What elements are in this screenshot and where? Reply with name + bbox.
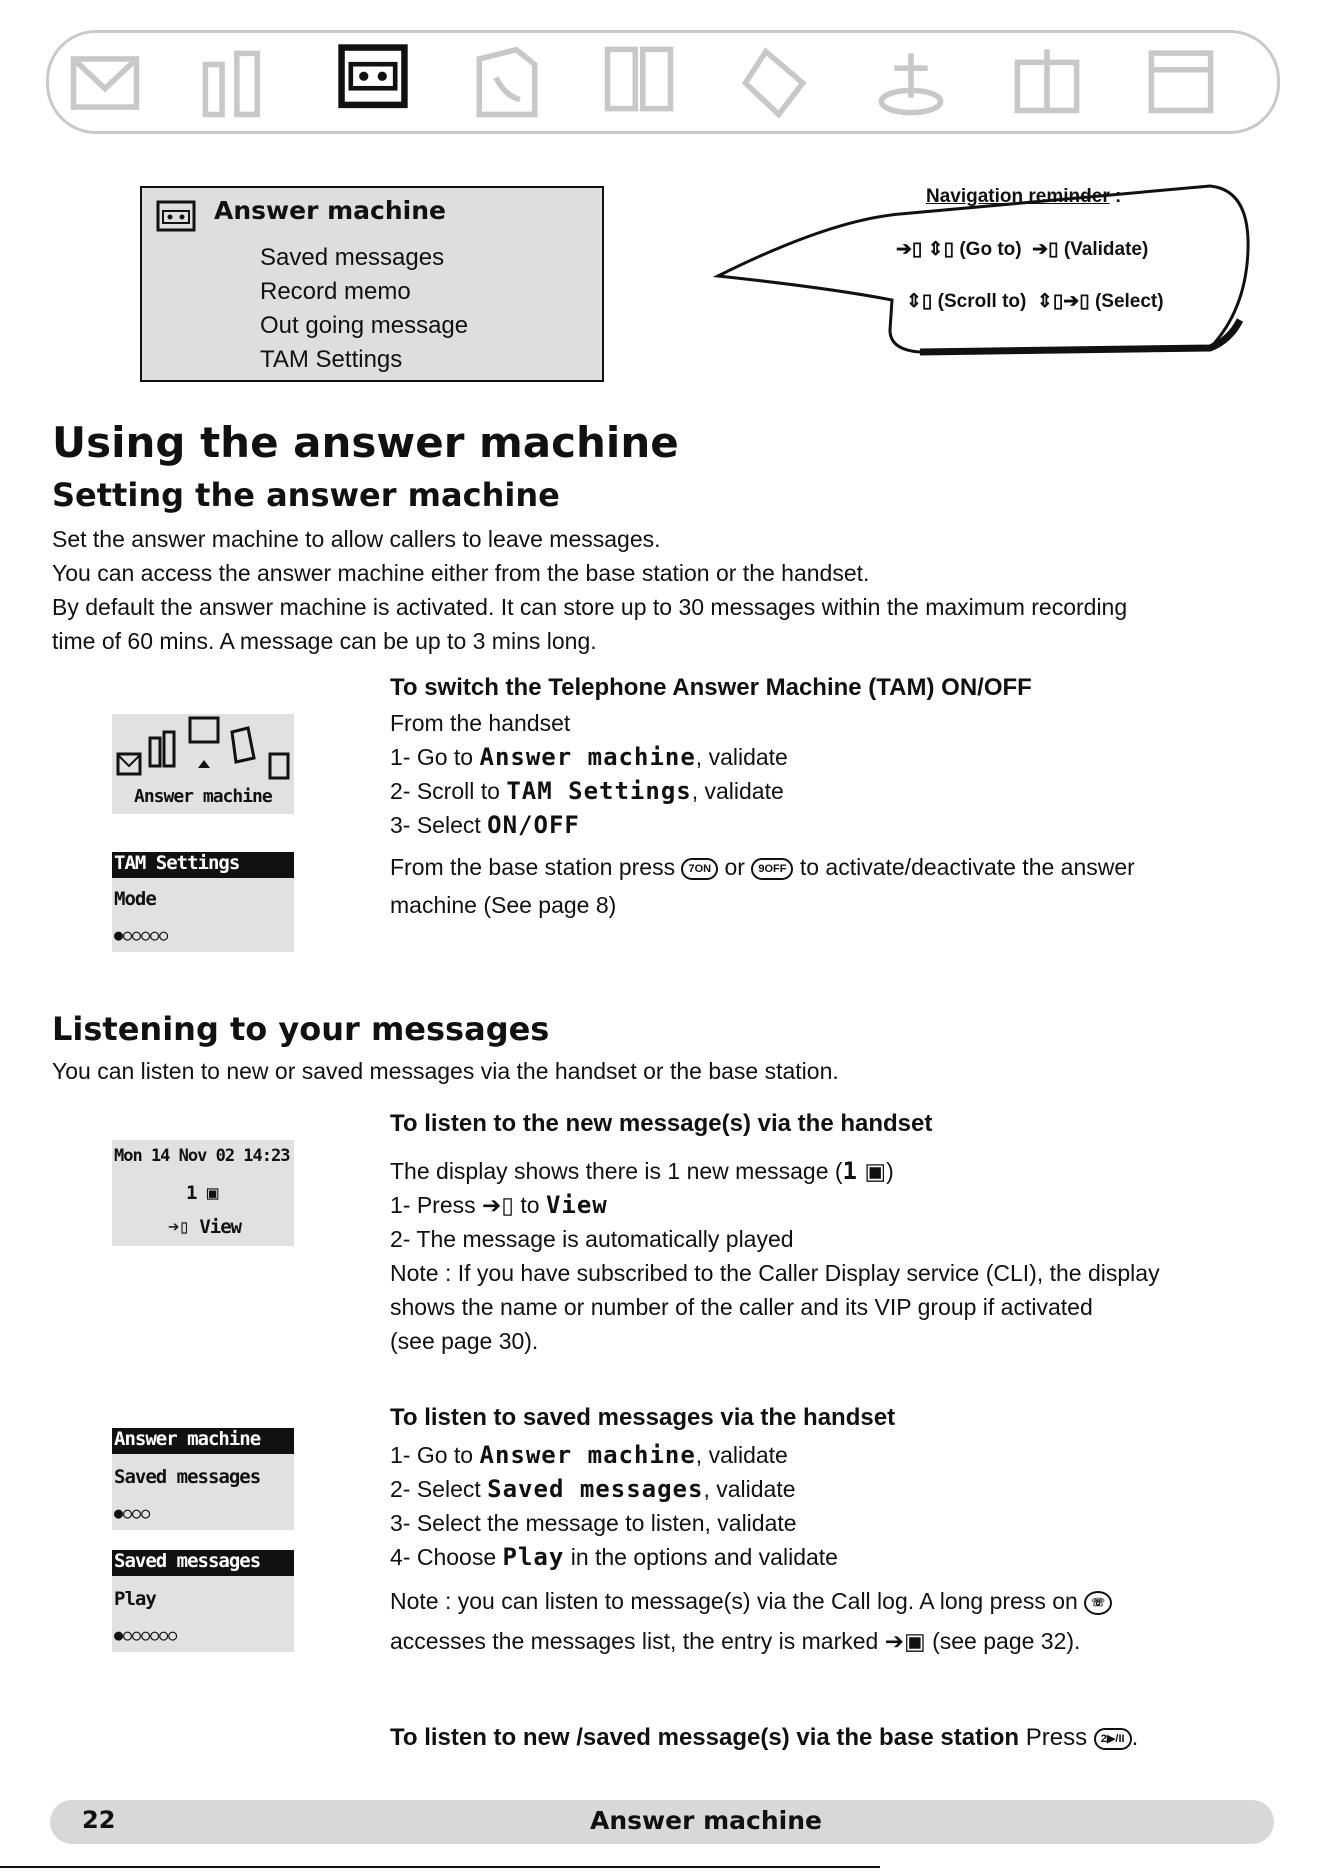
- step-text: in the options and validate: [570, 1544, 838, 1570]
- lcd-saved-messages-play: [112, 1550, 294, 1652]
- lcd-keyword: Play: [502, 1543, 565, 1571]
- key-7-icon: 7ON: [681, 858, 718, 880]
- lcd-row: Mode: [114, 888, 156, 910]
- base-text: to activate/deactivate the answer: [799, 854, 1135, 880]
- base-listen-text: Press: [1025, 1724, 1088, 1751]
- book-icon: [602, 42, 676, 116]
- lcd-header: Saved messages: [112, 1550, 294, 1576]
- lcd-position-dots: ●○○○○○: [114, 926, 169, 944]
- key-label: 2: [1100, 1732, 1107, 1745]
- scroll-key-icon: ⇕▯: [906, 291, 933, 312]
- lcd-keyword: 1: [842, 1157, 858, 1185]
- base-listen-title: To listen to new /saved message(s) via the base station: [390, 1724, 1020, 1751]
- lcd-header: TAM Settings: [112, 852, 294, 878]
- base-listen-text: .: [1131, 1724, 1139, 1751]
- new-count: 1: [186, 1182, 197, 1204]
- message-icon: ▣: [864, 1158, 887, 1184]
- intro-line: By default the answer machine is activated. It can store up to 30 messages within the maximum recording: [52, 594, 1128, 620]
- marked-message-icon: ➔▣: [884, 1628, 926, 1654]
- page-title: Using the answer machine: [52, 418, 679, 467]
- nav-scroll-to: (Scroll to): [937, 291, 1027, 312]
- step-text: , validate: [695, 744, 788, 770]
- answer-machine-icon: [336, 42, 410, 116]
- tam-instructions: [390, 706, 1290, 922]
- intro-line: You can access the answer machine either from the base station or the handset.: [52, 560, 870, 586]
- lcd-label: Answer machine: [134, 786, 272, 807]
- navigation-reminder-colon: :: [1115, 186, 1122, 207]
- nav-validate: (Validate): [1063, 239, 1149, 260]
- from-handset-text: From the handset: [390, 710, 571, 736]
- key-label: 9: [758, 862, 765, 875]
- phonebook-icon: [470, 46, 544, 120]
- lcd-answer-machine-saved: [112, 1428, 294, 1530]
- ok-key-icon: ➔▯: [896, 239, 923, 260]
- lcd-keyword: Saved messages: [487, 1475, 704, 1503]
- navigation-reminder-title: Navigation reminder: [926, 186, 1110, 207]
- section-heading-listening: Listening to your messages: [52, 1010, 550, 1048]
- note-text: (see page 30).: [390, 1328, 539, 1354]
- intro-line: Set the answer machine to allow callers to leave messages.: [52, 526, 661, 552]
- step-text: 2- Scroll to: [390, 778, 500, 804]
- new-message-title: To listen to the new message(s) via the handset: [390, 1110, 933, 1137]
- step-text: 3- Select the message to listen, validate: [390, 1510, 797, 1536]
- menu-item-saved-messages[interactable]: Saved messages: [260, 244, 445, 271]
- key-9-icon: 9OFF: [751, 858, 793, 880]
- lcd-keyword: Answer machine: [479, 1441, 696, 1469]
- ok-key-icon: ➔▯: [1032, 239, 1059, 260]
- handset-menu-icons: [112, 714, 294, 784]
- ok-key-icon: ➔▯: [482, 1192, 514, 1218]
- scroll-ok-key-icon: ⇕▯➔▯: [1036, 291, 1090, 312]
- lcd-count: [186, 1182, 217, 1204]
- step-text: , validate: [703, 1476, 796, 1502]
- key-2-play-icon: 2▶/II: [1094, 1728, 1132, 1750]
- base-station-listen: [390, 1724, 1290, 1752]
- lcd-keyword: ON/OFF: [487, 811, 580, 839]
- note-text: accesses the messages list, the entry is marked: [390, 1628, 879, 1654]
- lcd-date: Mon 14 Nov 02 14:23: [114, 1146, 290, 1166]
- menu-item-outgoing-message[interactable]: Out going message: [260, 312, 469, 339]
- calendar-icon: [1144, 42, 1218, 116]
- lcd-new-message: [112, 1140, 294, 1246]
- step-text: 3- Select: [390, 812, 481, 838]
- saved-messages-instructions: [390, 1438, 1290, 1658]
- lcd-keyword: TAM Settings: [506, 777, 692, 805]
- nav-select: (Select): [1094, 291, 1164, 312]
- setting-intro: [52, 522, 1292, 658]
- step-text: 1- Press: [390, 1192, 476, 1218]
- lcd-menu-answer-machine: [112, 714, 294, 814]
- note-text: Note : you can listen to message(s) via the Call log. A long press on: [390, 1588, 1078, 1614]
- footer-rule: [0, 1866, 880, 1868]
- step-text: 4- Choose: [390, 1544, 497, 1570]
- base-text: machine (See page 8): [390, 892, 617, 918]
- tools-icon: [198, 46, 272, 120]
- listening-intro: You can listen to new or saved messages via the handset or the base station.: [52, 1058, 839, 1084]
- nav-go-to: (Go to): [959, 239, 1022, 260]
- answer-machine-icon: [156, 200, 196, 232]
- gift-icon: [1010, 42, 1084, 116]
- ok-key-icon: ➔▯: [168, 1216, 189, 1238]
- footer-title: Answer machine: [590, 1806, 822, 1835]
- lcd-header: Answer machine: [112, 1428, 294, 1454]
- base-text: From the base station press: [390, 854, 676, 880]
- step-text: 2- The message is automatically played: [390, 1226, 794, 1252]
- message-icon: ▣: [206, 1182, 218, 1204]
- menu-box: [140, 186, 604, 382]
- lcd-row: Play: [114, 1588, 156, 1610]
- section-heading-setting: Setting the answer machine: [52, 476, 560, 514]
- lcd-tam-settings: [112, 852, 294, 952]
- step-text: The display shows there is 1 new message (: [390, 1158, 843, 1184]
- lcd-keyword: Answer machine: [479, 743, 696, 771]
- step-text: 1- Go to: [390, 1442, 474, 1468]
- key-label: 7: [688, 862, 695, 875]
- step-text: 1- Go to: [390, 744, 474, 770]
- note-text: Note : If you have subscribed to the Caller Display service (CLI), the display: [390, 1260, 1160, 1286]
- step-text: to: [520, 1192, 540, 1218]
- step-text: 2- Select: [390, 1476, 481, 1502]
- note-text: shows the name or number of the caller and its VIP group if activated: [390, 1294, 1093, 1320]
- pen-icon: [738, 46, 812, 120]
- lcd-row: Saved messages: [114, 1466, 261, 1488]
- lcd-keyword: View: [545, 1191, 608, 1219]
- scroll-key-icon: ⇕▯: [927, 239, 955, 260]
- page-number: 22: [82, 1806, 116, 1834]
- step-text: ): [886, 1158, 894, 1184]
- step-text: , validate: [691, 778, 784, 804]
- menu-title: Answer machine: [214, 196, 446, 225]
- step-text: , validate: [695, 1442, 788, 1468]
- saved-messages-title: To listen to saved messages via the handset: [390, 1404, 896, 1431]
- lcd-position-dots: ●○○○: [114, 1504, 151, 1522]
- call-log-key-icon: ☏: [1084, 1591, 1112, 1615]
- lcd-position-dots: ●○○○○○○: [114, 1626, 178, 1644]
- menu-item-record-memo[interactable]: Record memo: [260, 278, 411, 305]
- base-text: or: [724, 854, 745, 880]
- menu-item-tam-settings[interactable]: TAM Settings: [260, 346, 403, 373]
- clock-icon: [874, 46, 948, 120]
- lcd-view-label: View: [199, 1216, 242, 1238]
- intro-line: time of 60 mins. A message can be up to 3 mins long.: [52, 628, 597, 654]
- note-text: (see page 32).: [932, 1628, 1081, 1654]
- new-message-instructions: [390, 1154, 1290, 1358]
- tam-switch-title: To switch the Telephone Answer Machine (TAM) ON/OFF: [390, 674, 1032, 701]
- lcd-view: [168, 1216, 241, 1238]
- envelope-icon: [68, 46, 142, 120]
